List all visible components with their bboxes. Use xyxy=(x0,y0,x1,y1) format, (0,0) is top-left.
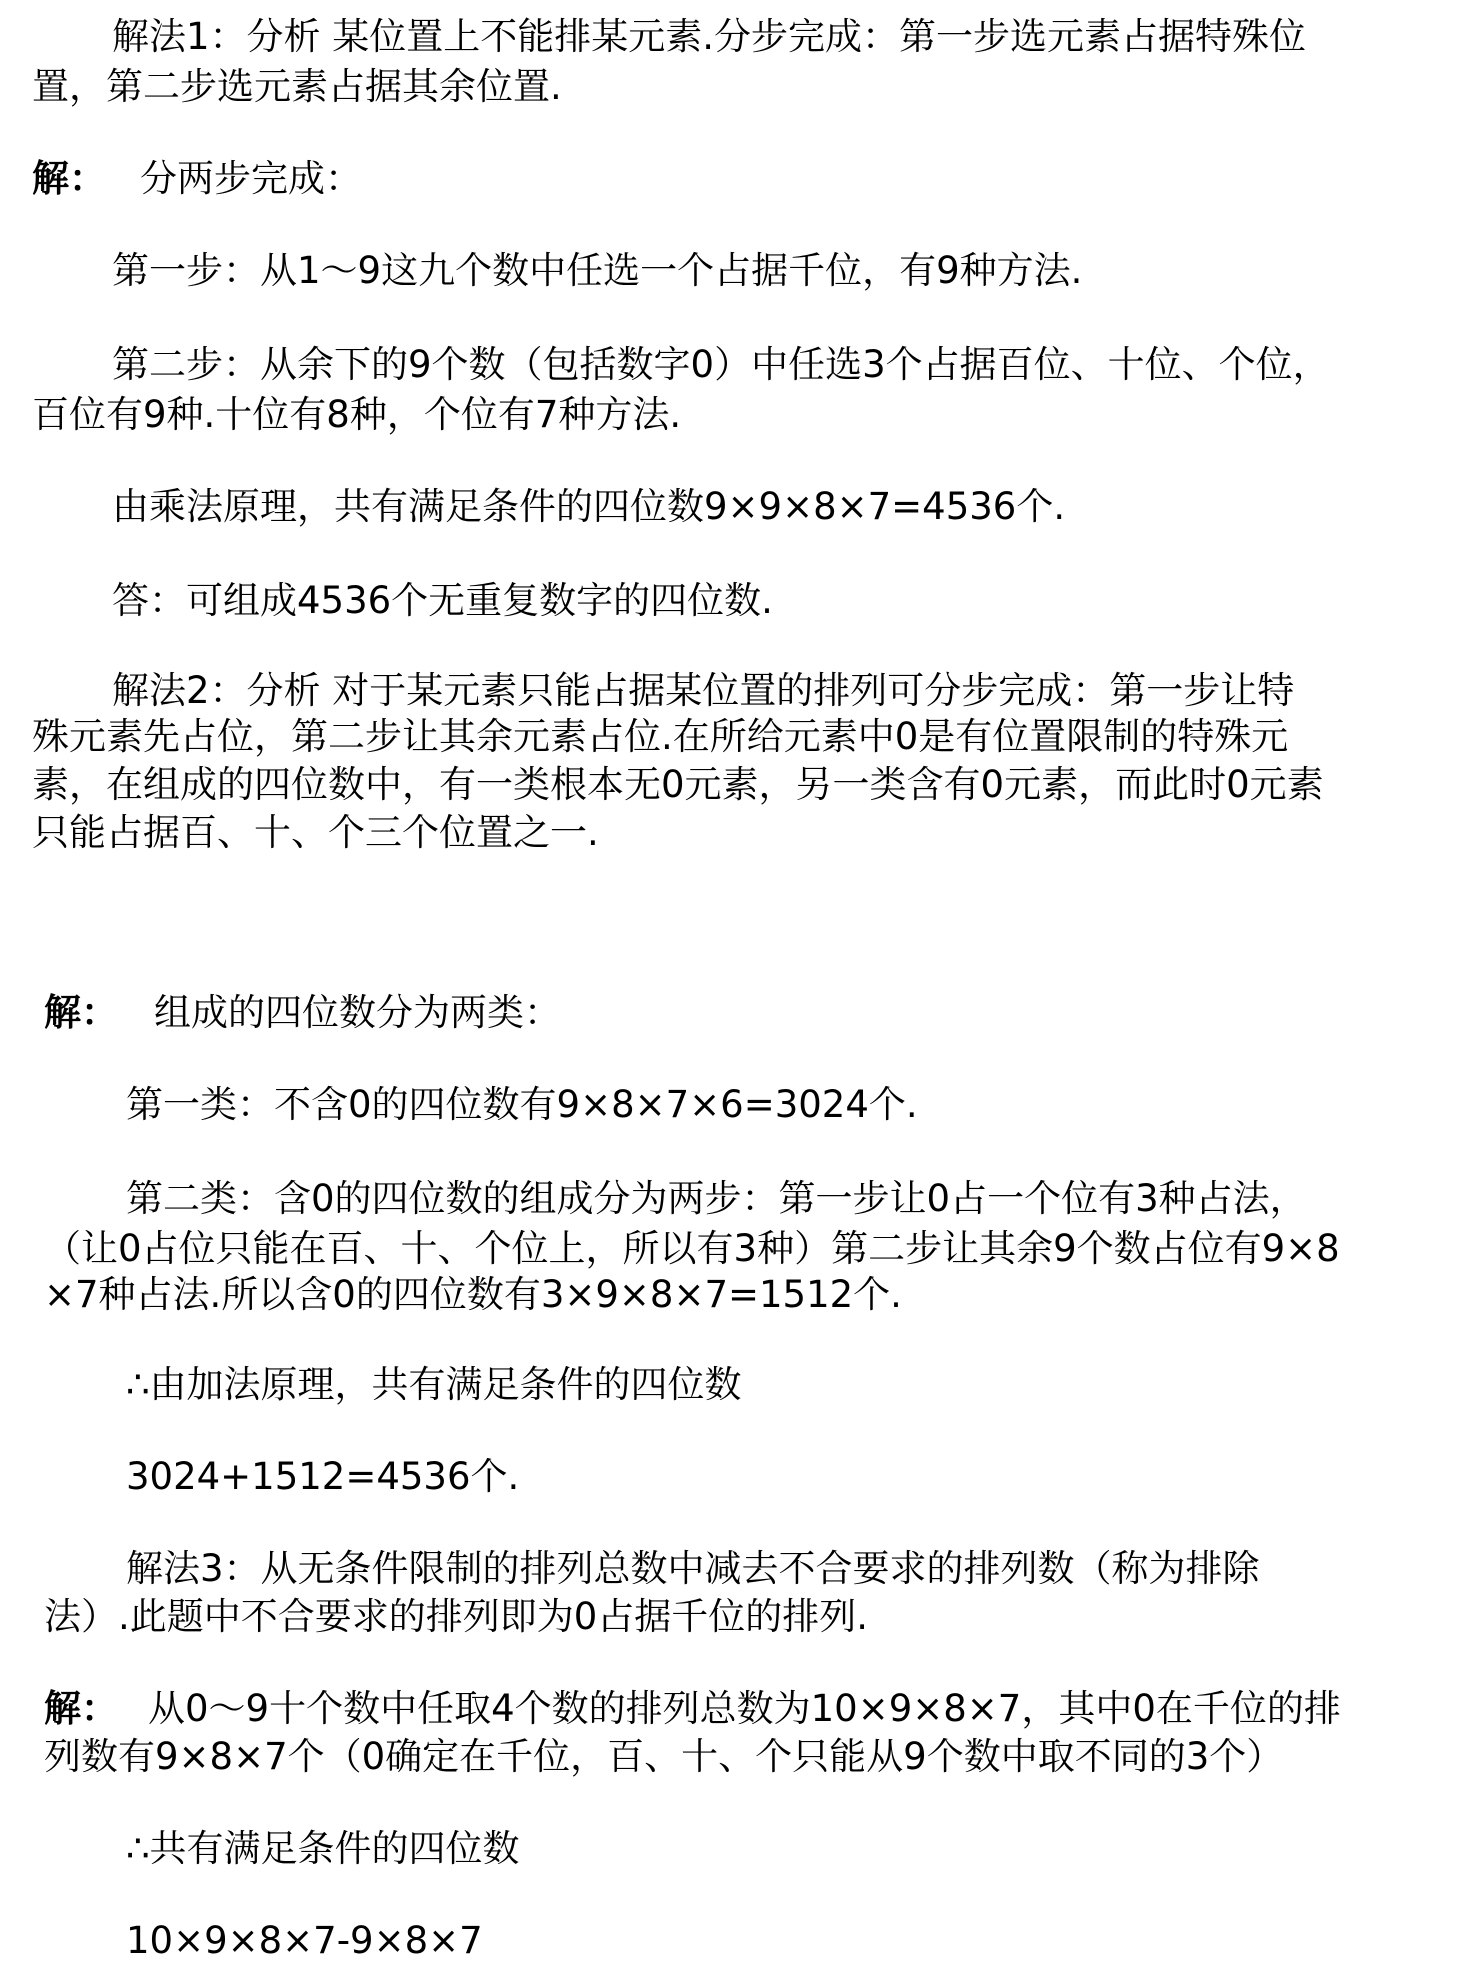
solution2-analysis-line3: 素，在组成的四位数中，有一类根本无0元素，另一类含有0元素，而此时0元素 xyxy=(32,763,1324,806)
solution1-product: 由乘法原理，共有满足条件的四位数9×9×8×7=4536个. xyxy=(112,485,1066,528)
solution2-label: 解： xyxy=(44,991,118,1034)
solution2-intro: 组成的四位数分为两类： xyxy=(154,991,561,1034)
solution3-analysis-line1: 解法3：从无条件限制的排列总数中减去不合要求的排列数（称为排除 xyxy=(126,1547,1260,1590)
solution1-label: 解： xyxy=(32,157,106,200)
solution2-analysis-line1: 解法2：分析 对于某元素只能占据某位置的排列可分步完成：第一步让特 xyxy=(112,669,1295,712)
solution2-class2-line1: 第二类：含0的四位数的组成分为两步：第一步让0占一个位有3种占法， xyxy=(126,1177,1307,1220)
solution1-analysis-line1: 解法1：分析 某位置上不能排某元素.分步完成：第一步选元素占据特殊位 xyxy=(112,15,1307,58)
solution3-expression: 10×9×8×7-9×8×7 xyxy=(126,1919,483,1962)
solution3-text-line1: 从0～9十个数中任取4个数的排列总数为10×9×8×7，其中0在千位的排 xyxy=(148,1687,1341,1730)
solution1-step2-line1: 第二步：从余下的9个数（包括数字0）中任选3个占据百位、十位、个位， xyxy=(112,343,1330,386)
solution3-text-line2: 列数有9×8×7个（0确定在千位，百、十、个只能从9个数中取不同的3个） xyxy=(44,1735,1284,1778)
solution1-analysis-line2: 置，第二步选元素占据其余位置. xyxy=(32,65,562,108)
solution3-analysis-line2: 法）.此题中不合要求的排列即为0占据千位的排列. xyxy=(44,1595,869,1638)
solution2-sum-intro: ∴由加法原理，共有满足条件的四位数 xyxy=(126,1363,742,1406)
solution2-class1: 第一类：不含0的四位数有9×8×7×6=3024个. xyxy=(126,1083,918,1126)
solution1-step2-line2: 百位有9种.十位有8种，个位有7种方法. xyxy=(32,393,682,436)
solution2-class2-line2: （让0占位只能在百、十、个位上，所以有3种）第二步让其余9个数占位有9×8 xyxy=(44,1227,1340,1270)
solution3-label: 解： xyxy=(44,1687,118,1730)
solution1-answer: 答：可组成4536个无重复数字的四位数. xyxy=(112,579,773,622)
solution2-analysis-line4: 只能占据百、十、个三个位置之一. xyxy=(32,811,599,854)
solution1-step1: 第一步：从1～9这九个数中任选一个占据千位，有9种方法. xyxy=(112,249,1083,292)
solution2-sum: 3024+1512=4536个. xyxy=(126,1455,520,1498)
solution2-class2-line3: ×7种占法.所以含0的四位数有3×9×8×7=1512个. xyxy=(44,1273,902,1316)
solution1-intro: 分两步完成： xyxy=(140,157,362,200)
solution2-analysis-line2: 殊元素先占位，第二步让其余元素占位.在所给元素中0是有位置限制的特殊元 xyxy=(32,715,1289,758)
solution3-total-intro: ∴共有满足条件的四位数 xyxy=(126,1827,520,1870)
